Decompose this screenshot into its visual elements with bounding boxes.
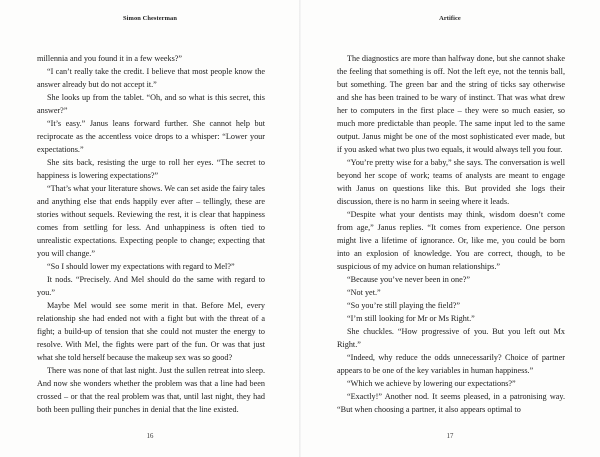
paragraph: “So I should lower my expectations with regard to Mel?”: [47, 262, 235, 271]
page-number: 17: [446, 433, 454, 440]
running-head-author: Simon Chesterman: [123, 15, 177, 22]
left-page-body: [37, 52, 265, 416]
paragraph: “Exactly!” Another nod. It seems pleased, in a patronising way. “But when choosing a partner, it also appears optimal to: [337, 392, 565, 414]
paragraph: “You’re pretty wise for a baby,” she says. The conversation is well beyond her scope of work; teams of analysts are meant to engage with Janus on questions like this. But provided she logs their discussion, there is no harm in seeing where it leads.: [337, 158, 565, 206]
paragraph: There was none of that last night. Just the sullen retreat into sleep. And now she wonders whether the problem was that a line had been crossed – or that the real problem was that, until last night, they had both been pulling their punches in denial that the line existed.: [37, 366, 265, 414]
paragraph: “I can’t really take the credit. I believe that most people know the answer already but do not accept it.”: [37, 67, 265, 89]
paragraph: The diagnostics are more than halfway done, but she cannot shake the feeling that something is off. Not the left eye, not the tennis ball, but something. The green bar and the string of ticks say otherwise and she has been trained to be wary of instinct. That was what drew her to computers in the first place – they were so much easier, so much more predictable than people. The same input led to the same output. Janus might be one of the most sophisticated ever made, but if you asked what two plus two equals, it would always tell you four.: [337, 54, 565, 154]
right-page: [300, 0, 600, 457]
paragraph: “I’m still looking for Mr or Ms Right.”: [347, 314, 475, 323]
paragraph: “That’s what your literature shows. We can set aside the fairy tales and anything else that ends happily ever after – tellingly, these are stories without sequels. Reviewing the rest, it is clear that happiness comes from settling for less. And unhappiness is often tied to unrealistic expectations. Expecting people to change; expecting that you will change.”: [37, 184, 265, 258]
paragraph: “Indeed, why reduce the odds unnecessarily? Choice of partner appears to be one of the key variables in human happiness.”: [337, 353, 565, 375]
paragraph: “Because you’ve never been in one?”: [347, 275, 470, 284]
paragraph: She sits back, resisting the urge to roll her eyes. “The secret to happiness is lowering expectations?”: [37, 158, 265, 180]
paragraph: Maybe Mel would see some merit in that. Before Mel, every relationship she had ended not with a fight but with the threat of a fight; a build-up of tension that she could not muster the energy to resolve. With Mel, the fights were part of the fun. Or was that just what she told herself because the makeup sex was so good?: [37, 301, 265, 362]
running-head-title: Artifice: [439, 15, 461, 22]
paragraph: It nods. “Precisely. And Mel should do the same with regard to you.”: [37, 275, 265, 297]
paragraph: “Not yet.”: [347, 288, 381, 297]
page-number: 16: [146, 433, 154, 440]
paragraph: millennia and you found it in a few weeks?”: [37, 54, 183, 63]
paragraph: “Which we achieve by lowering our expectations?”: [347, 379, 516, 388]
paragraph: “Despite what your dentists may think, wisdom doesn’t come from age,” Janus replies. “It comes from experience. One person might live a lifetime of ignorance. Or, like me, you could be born into an explosion of knowledge. You are correct, though, to be suspicious of my advice on human relationships.”: [337, 210, 565, 271]
paragraph: She looks up from the tablet. “Oh, and so what is this secret, this answer?”: [37, 93, 265, 115]
right-page-body: [337, 52, 565, 416]
paragraph: “It’s easy.” Janus leans forward further. She cannot help but reciprocate as the accentless voice drops to a whisper: “Lower your expectations.”: [37, 119, 265, 154]
paragraph: “So you’re still playing the field?”: [347, 301, 461, 310]
paragraph: She chuckles. “How progressive of you. But you left out Mx Right.”: [337, 327, 565, 349]
